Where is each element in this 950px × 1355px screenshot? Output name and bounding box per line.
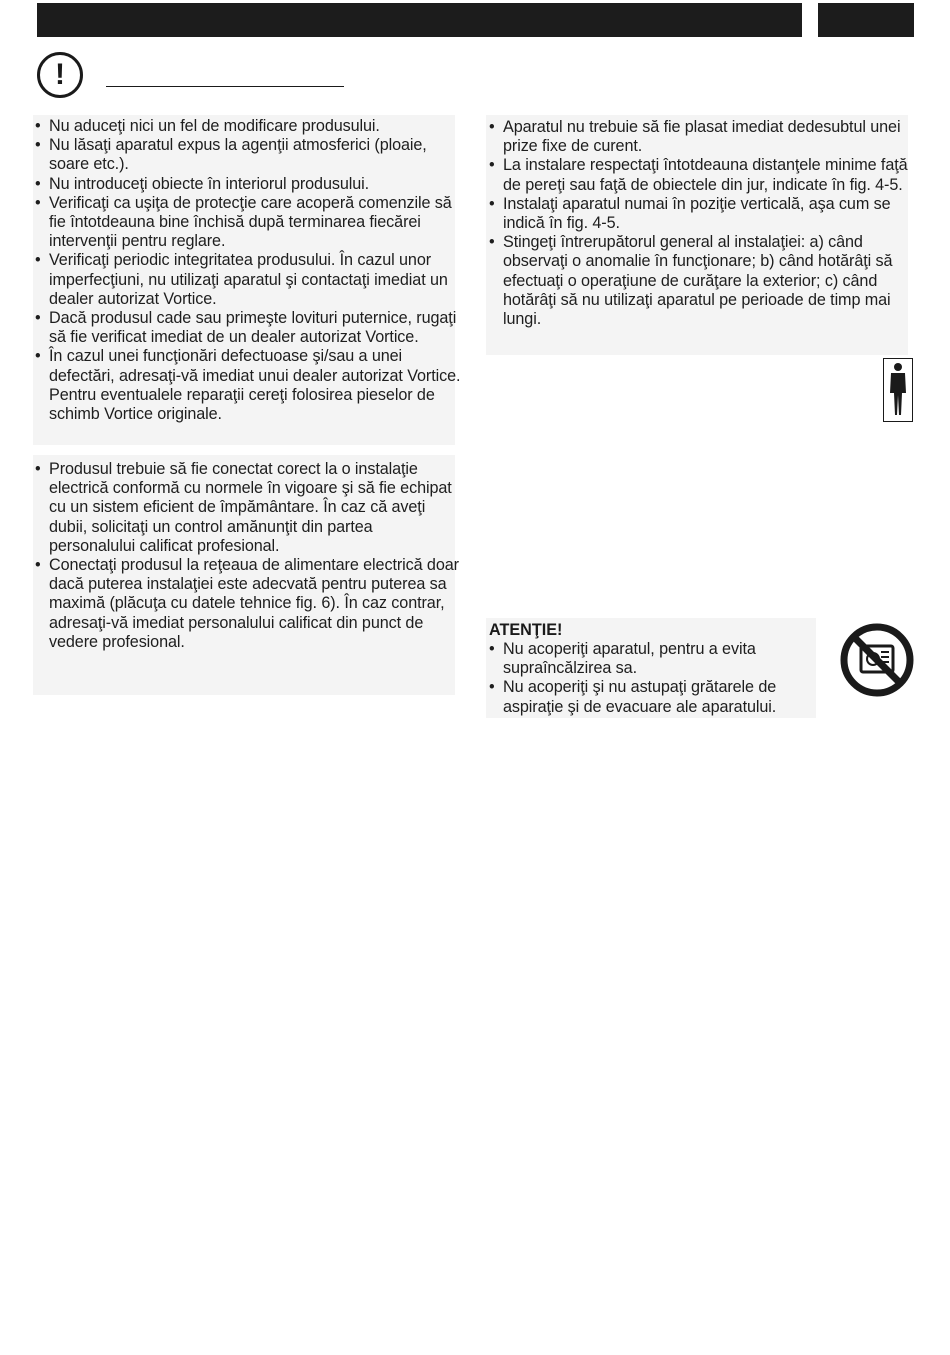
warning-title: ATENŢIE!: [489, 621, 563, 639]
list-item: • La instalare respectaţi întotdeauna distanţele minime faţă de pereţi sau faţă de obiectele din jur, indicate în fig. 4-5.: [487, 156, 917, 194]
technician-icon: [883, 358, 913, 422]
list-item: • Nu aduceţi nici un fel de modificare produsului.: [33, 117, 463, 136]
section-title-underline: [106, 86, 344, 87]
list-item: • Nu lăsaţi aparatul expus la agenţii atmosferici (ploaie, soare etc.).: [33, 136, 463, 174]
list-item: • Verificaţi periodic integritatea produsului. În cazul unor imperfecţiuni, nu utilizaţi aparatul şi contactaţi imediat un dealer autorizat Vortice.: [33, 251, 463, 309]
safety-list-electrical: [33, 460, 463, 652]
list-item: • Nu acoperiţi aparatul, pentru a evita supraîncălzirea sa.: [487, 640, 827, 678]
list-item: • Conectaţi produsul la reţeaua de alimentare electrică doar dacă puterea instalaţiei este adecvată pentru puterea sa maximă (plăcuţa cu datele tehnice fig. 6). În caz contrar, adresaţi-vă imediat personalului calificat din punct de vedere profesional.: [33, 556, 463, 652]
safety-list-general: [33, 117, 463, 424]
list-item: • Produsul trebuie să fie conectat corect la o instalaţie electrică conformă cu normele în vigoare şi să fie echipat cu un sistem eficient de împământare. În caz că aveţi dubii, solicitaţi un control amănunţit din partea personalului calificat profesional.: [33, 460, 463, 556]
page-tab: [818, 3, 914, 37]
list-item: • Instalaţi aparatul numai în poziţie verticală, aşa cum se indică în fig. 4-5.: [487, 195, 917, 233]
list-item: • Stingeţi întrerupătorul general al instalaţiei: a) când observaţi o anomalie în funcţionare; b) când hotărâţi să efectuaţi o operaţiune de curăţare la exterior; c) când hotărâţi să nu utilizaţi aparatul pe perioade de timp mai lungi.: [487, 233, 917, 329]
exclamation-circle-icon: !: [37, 52, 83, 98]
header-bar: [37, 3, 802, 37]
list-item: • În cazul unei funcţionări defectuoase şi/sau a unei defectări, adresaţi-vă imediat unui dealer autorizat Vortice. Pentru eventualele reparaţii cereţi folosirea pieselor de schimb Vortice originale.: [33, 347, 463, 424]
list-item: • Aparatul nu trebuie să fie plasat imediat dedesubtul unei prize fixe de curent.: [487, 118, 917, 156]
list-item: • Nu acoperiţi şi nu astupaţi grătarele de aspiraţie şi de evacuare ale aparatului.: [487, 678, 827, 716]
list-item: • Dacă produsul cade sau primeşte lovituri puternice, rugaţi să fie verificat imediat de un dealer autorizat Vortice.: [33, 309, 463, 347]
list-item: • Verificaţi ca uşiţa de protecţie care acoperă comenzile să fie întotdeauna bine închisă după terminarea fiecărei intervenţii pentru reglare.: [33, 194, 463, 252]
list-item: • Nu introduceţi obiecte în interiorul produsului.: [33, 175, 463, 194]
do-not-cover-icon: [839, 622, 915, 698]
safety-list-installation: [487, 118, 917, 329]
warning-list: [487, 640, 827, 717]
